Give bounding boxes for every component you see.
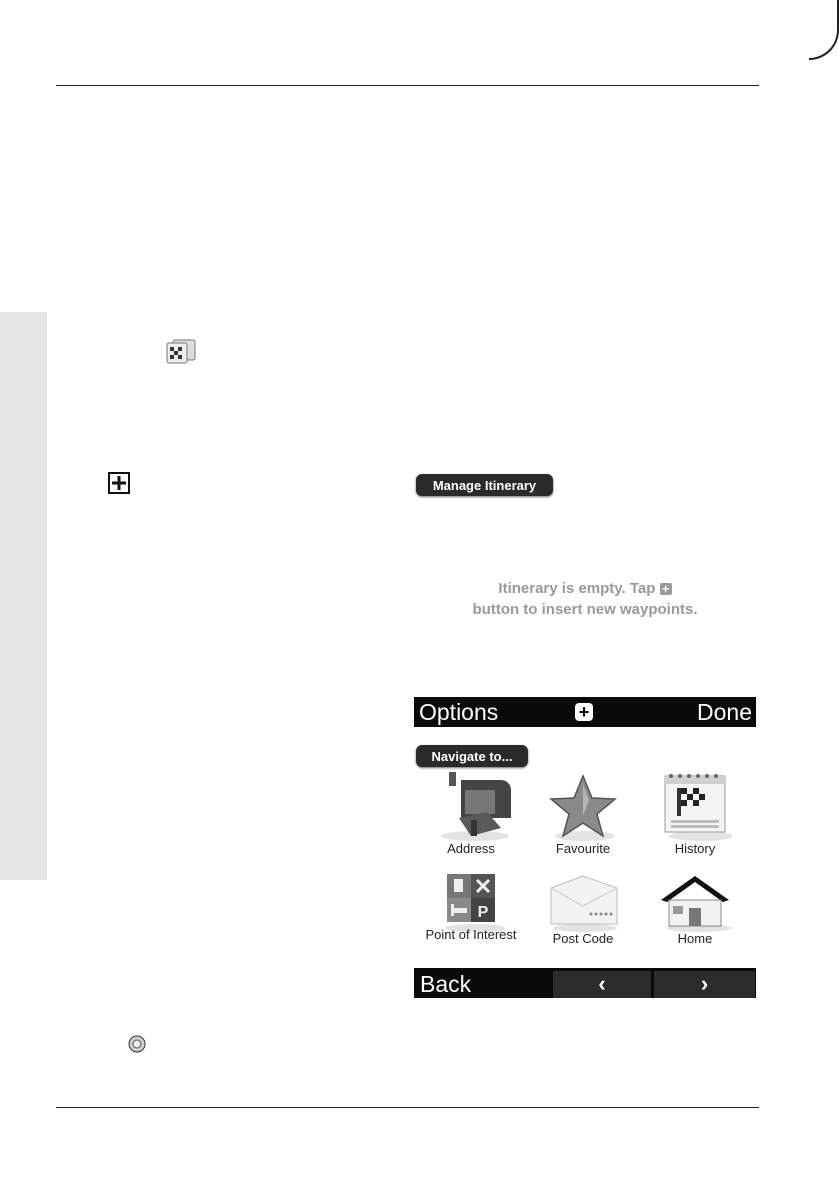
tile-address[interactable]	[414, 770, 528, 866]
empty-line-2: button to insert new waypoints.	[472, 601, 698, 618]
svg-text:P: P	[477, 904, 489, 921]
tile-home[interactable]	[638, 872, 752, 968]
previous-page-button[interactable]: ‹	[553, 971, 651, 998]
page-corner-mark	[809, 0, 839, 60]
calendar-flag-icon	[655, 770, 735, 842]
tile-history[interactable]	[638, 770, 752, 866]
add-waypoint-button[interactable]: +	[575, 703, 593, 721]
footer-rule	[56, 1107, 759, 1108]
header-rule	[56, 85, 759, 86]
navigate-to-header	[416, 745, 528, 767]
inline-plus-icon: +	[660, 583, 672, 595]
tile-poi-label: Point of Interest	[425, 927, 517, 942]
tile-point-of-interest[interactable]	[414, 872, 528, 968]
empty-line-1: Itinerary is empty. Tap	[498, 580, 656, 597]
done-button[interactable]: Done	[697, 699, 752, 725]
tile-history-label: History	[674, 841, 716, 856]
mailbox-icon	[431, 770, 511, 842]
house-icon	[655, 872, 735, 932]
star-icon	[543, 770, 623, 842]
manage-itinerary-title: Manage Itinerary	[432, 477, 537, 493]
manage-itinerary-header	[416, 474, 553, 496]
tile-home-label: Home	[677, 931, 713, 946]
empty-itinerary-message	[415, 578, 755, 620]
itinerary-icon	[165, 337, 203, 370]
side-tab-strip	[0, 312, 47, 880]
itinerary-toolbar	[414, 697, 756, 727]
tile-favourite[interactable]	[526, 770, 640, 866]
settings-round-icon	[128, 1035, 146, 1058]
tile-favourite-label: Favourite	[555, 841, 611, 856]
poi-icon	[431, 872, 511, 932]
envelope-icon	[543, 872, 623, 932]
tile-address-label: Address	[447, 841, 495, 856]
options-button[interactable]: Options	[419, 699, 499, 725]
tile-post-code[interactable]	[526, 872, 640, 968]
tile-post-code-label: Post Code	[552, 931, 614, 946]
next-page-button[interactable]: ›	[654, 971, 755, 998]
back-button[interactable]: Back	[420, 971, 472, 997]
plus-box-icon	[108, 472, 130, 499]
navigate-to-title: Navigate to...	[431, 748, 513, 764]
